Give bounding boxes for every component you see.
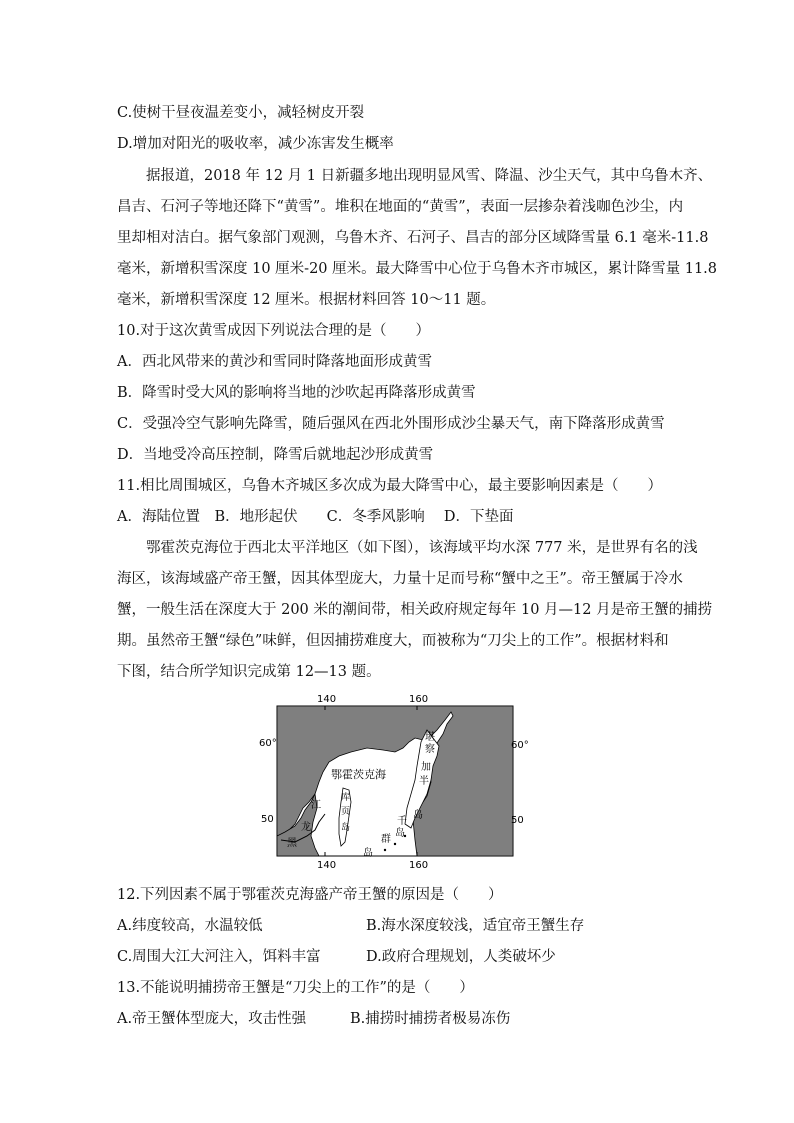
kuril-char: 千 bbox=[397, 816, 407, 827]
okhotsk-sea-map bbox=[255, 690, 545, 875]
question-12-option-a: A.纬度较高，水温较低 bbox=[117, 918, 263, 934]
question-10-option-a: A．西北风带来的黄沙和雪同时降落地面形成黄雪 bbox=[117, 354, 432, 370]
kuril-dot bbox=[394, 843, 396, 845]
kuril-char: 岛 bbox=[395, 828, 405, 839]
question-12-option-b: B.海水深度较浅，适宜帝王蟹生存 bbox=[366, 918, 585, 934]
question-13: 13.不能说明捕捞帝王蟹是“刀尖上的工作”的是（ ） bbox=[117, 980, 474, 996]
kamchatka-char: 察 bbox=[425, 744, 435, 755]
question-10-option-d: D．当地受冷高压控制，降雪后就地起沙形成黄雪 bbox=[117, 447, 434, 463]
paragraph2-line1: 鄂霍茨克海位于西北太平洋地区（如下图），该海域平均水深 777 米，是世界有名的浅 bbox=[146, 540, 698, 556]
sea-name-label: 鄂霍茨克海 bbox=[331, 768, 386, 781]
amur-label: 龙 bbox=[301, 822, 311, 833]
paragraph2-line2: 海区，该海域盛产帝王蟹，因其体型庞大，力量十足而号称“蟹中之王”。帝王蟹属于冷水 bbox=[117, 571, 683, 587]
kamchatka-char: 岛 bbox=[413, 810, 423, 821]
lat-label-left-60: 60° bbox=[259, 738, 277, 749]
question-10: 10.对于这次黄雪成因下列说法合理的是（ ） bbox=[117, 323, 431, 339]
question-10-option-c: C．受强冷空气影响先降雪，随后强风在西北外围形成沙尘暴天气，南下降落形成黄雪 bbox=[117, 416, 665, 432]
question-12-option-d: D.政府合理规划，人类破坏少 bbox=[366, 949, 556, 965]
kamchatka-char: 半 bbox=[419, 776, 429, 787]
sakhalin-char: 库 bbox=[341, 793, 351, 803]
sakhalin-char: 页 bbox=[341, 807, 351, 817]
sakhalin-char: 岛 bbox=[341, 823, 351, 833]
question-11-options: A．海陆位置 B．地形起伏 C．冬季风影响 D．下垫面 bbox=[117, 509, 514, 525]
question-13-option-b: B.捕捞时捕捞者极易冻伤 bbox=[350, 1011, 511, 1027]
lat-label-right-60: 60° bbox=[511, 740, 529, 751]
paragraph1-line5: 毫米，新增积雪深度 12 厘米。根据材料回答 10～11 题。 bbox=[117, 292, 496, 308]
lat-label-right-50: 50 bbox=[511, 815, 524, 826]
lon-label-top-140: 140 bbox=[317, 694, 337, 705]
kuril-dot bbox=[384, 849, 386, 851]
lat-label-left-50: 50 bbox=[261, 814, 274, 825]
paragraph1-line1: 据报道，2018 年 12 月 1 日新疆多地出现明显风雪、降温、沙尘天气，其中乌鲁木齐、 bbox=[146, 168, 713, 184]
question-12: 12.下列因素不属于鄂霍茨克海盛产帝王蟹的原因是（ ） bbox=[117, 887, 503, 903]
paragraph1-line3: 里却相对洁白。据气象部门观测，乌鲁木齐、石河子、昌吉的部分区域降雪量 6.1 毫米-11.8 bbox=[117, 230, 709, 246]
question-13-option-a: A.帝王蟹体型庞大，攻击性强 bbox=[117, 1011, 307, 1027]
paragraph1-line4: 毫米，新增积雪深度 10 厘米-20 厘米。最大降雪中心位于乌鲁木齐市城区，累计降雪量 11.8 bbox=[117, 261, 718, 277]
question-11: 11.相比周围城区，乌鲁木齐城区多次成为最大降雪中心，最主要影响因素是（ ） bbox=[117, 478, 663, 494]
amur-label: 江 bbox=[311, 800, 321, 811]
paragraph2-line4: 期。虽然帝王蟹“绿色”味鲜，但因捕捞难度大，而被称为“刀尖上的工作”。根据材料和 bbox=[117, 633, 669, 649]
kuril-char: 群 bbox=[381, 834, 391, 845]
option-d-prev: D.增加对阳光的吸收率，减少冻害发生概率 bbox=[117, 136, 394, 152]
paragraph2-line3: 蟹，一般生活在深度大于 200 米的潮间带，相关政府规定每年 10 月—12 月是帝王蟹的捕捞 bbox=[117, 602, 713, 618]
kamchatka-char: 加 bbox=[421, 762, 431, 773]
kuril-char: 岛 bbox=[363, 848, 373, 859]
amur-label: 黑 bbox=[287, 838, 297, 849]
kamchatka-char: 堪 bbox=[425, 732, 435, 743]
paragraph1-line2: 昌吉、石河子等地还降下“黄雪”。堆积在地面的“黄雪”，表面一层掺杂着浅咖色沙尘，内 bbox=[117, 199, 684, 215]
lon-label-bottom-140: 140 bbox=[317, 860, 337, 871]
question-12-option-c: C.周围大江大河注入，饵料丰富 bbox=[117, 949, 321, 965]
lon-label-top-160: 160 bbox=[409, 694, 429, 705]
lon-label-bottom-160: 160 bbox=[409, 860, 429, 871]
question-10-option-b: B．降雪时受大风的影响将当地的沙吹起再降落形成黄雪 bbox=[117, 385, 476, 401]
paragraph2-line5: 下图，结合所学知识完成第 12—13 题。 bbox=[117, 664, 381, 680]
option-c-prev: C.使树干昼夜温差变小，减轻树皮开裂 bbox=[117, 105, 365, 121]
